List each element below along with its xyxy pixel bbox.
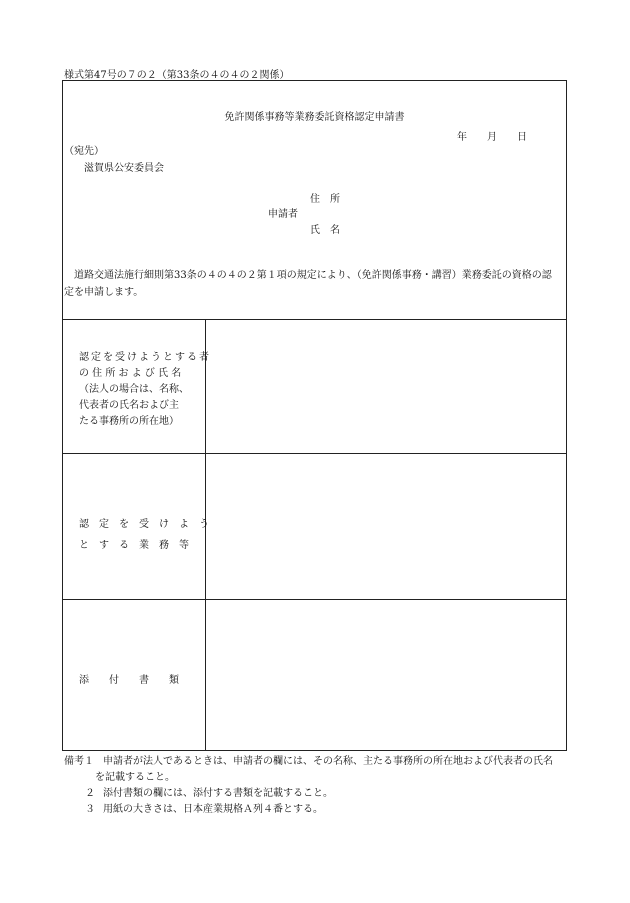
row1-label-line5: たる事務所の所在地） (79, 416, 179, 427)
note1-line2: を記載すること。 (95, 772, 175, 783)
addressee: 滋賀県公安委員会 (84, 163, 164, 174)
applicant-name-label: 氏 名 (310, 225, 340, 236)
row1-label-line2: の 住 所 お よ び 氏 名 (79, 368, 182, 379)
addressee-label: （宛先） (64, 146, 104, 157)
body-line-1: 道路交通法施行細則第33条の４の４の２第１項の規定により、（免許関係事務・講習）業務委託の資格の認 (74, 270, 552, 281)
form-title: 免許関係事務等業務委託資格認定申請書 (224, 112, 405, 123)
notes-heading: 備考１ (64, 756, 94, 767)
note3: 用紙の大きさは、日本産業規格Ａ列４番とする。 (103, 804, 323, 815)
date-line: 年 月 日 (457, 132, 527, 143)
applicant-address-label: 住 所 (310, 194, 340, 205)
form-number: 様式第47号の７の２（第33条の４の４の２関係） (64, 70, 290, 81)
row3-label-line1: 添 付 書 類 (79, 675, 179, 686)
row1-label-line3: （法人の場合は、名称、 (79, 384, 189, 395)
row2-label-line1: 認 定 を 受 け よ う (79, 519, 209, 530)
table-top-rule (62, 319, 567, 320)
note3-number: ３ (85, 804, 95, 815)
note1-line1: 申請者が法人であるときは、申請者の欄には、その名称、主たる事務所の所在地および代表者の氏名 (103, 756, 553, 767)
applicant-label: 申請者 (268, 209, 298, 220)
note2: 添付書類の欄には、添付する書類を記載すること。 (103, 788, 333, 799)
table-column-divider (205, 319, 206, 751)
body-line-2: 定を申請します。 (64, 287, 144, 298)
table-rule-2 (62, 453, 567, 454)
table-rule-3 (62, 599, 567, 600)
row2-label-line2: と す る 業 務 等 (79, 540, 189, 551)
row1-label-line4: 代表者の氏名および主 (79, 400, 179, 411)
note2-number: ２ (85, 788, 95, 799)
row1-label-line1: 認定を受けようとする者 (79, 352, 211, 363)
